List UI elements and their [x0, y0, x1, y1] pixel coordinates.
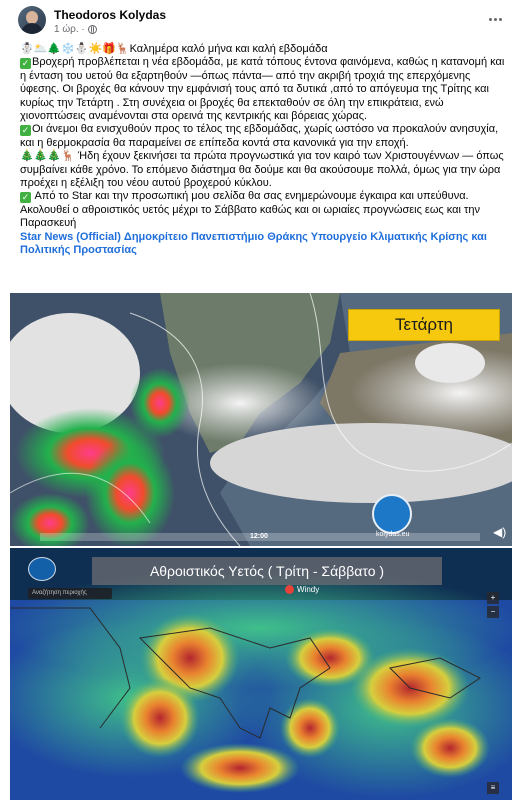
windy-icon	[285, 585, 294, 594]
post-text	[20, 43, 512, 258]
more-options-button[interactable]	[486, 12, 504, 26]
volume-icon[interactable]: ◀)	[493, 525, 507, 539]
precipitation-title: Αθροιστικός Υετός ( Τρίτη - Σάββατο )	[92, 557, 442, 585]
video-time: 12:00	[250, 533, 268, 540]
precipitation-map-graphic	[10, 548, 512, 800]
check-icon: ✓	[21, 125, 30, 136]
paragraph-2: ✓ Οι άνεμοι θα ενισχυθούν προς το τέλος της εβδομάδας, χωρίς ωστόσο να προκαλούν ανησυχία, και η θερμοκρασία θα παραμείνει σε επίπεδα κοντά στα κανονικά για την εποχή.	[20, 123, 499, 149]
forecast-map-image[interactable]	[10, 293, 512, 546]
location-search-input[interactable]: Αναζήτηση περιοχής	[28, 588, 112, 599]
post-header	[0, 0, 522, 38]
map-layers-button[interactable]: ≡	[487, 782, 499, 794]
check-icon: ✓	[21, 58, 30, 69]
tag-star-news[interactable]: Star News (Official)	[20, 230, 121, 243]
avatar[interactable]	[18, 6, 46, 34]
check-icon: ✓	[21, 192, 30, 203]
post-time[interactable]: 1 ώρ. ·	[54, 24, 85, 35]
map-zoom-in-button[interactable]: +	[487, 592, 499, 604]
paragraph-3: 🎄🎄🎄🦌 Ήδη έχουν ξεκινήσει τα πρώτα προγνωστικά για τον καιρό των Χριστουγέννων — όπως συμβαίνει κάθε χρόνο. Το επόμενο διάστημα θα δούμε και θα ακούσουμε πολλά, όμως για την ώρα προέχει η εξέλιξη του νέου αυτού βροχερού κύκλου.	[20, 150, 504, 190]
author-name[interactable]: Theodoros Kolydas	[54, 8, 167, 22]
christmas-tree-icons: 🎄🎄🎄🦌	[20, 150, 75, 163]
paragraph-1: ✓ Βροχερή προβλέπεται η νέα εβδομάδα, με κατά τόπους έντονα φαινόμενα, καθώς η κατανομή και η ένταση του υετού θα εξαρτηθούν —όπως πάντα— από την ακριβή τροχιά της επερχόμενης ύφεσης. Οι βροχές θα κάνουν την εμφάνισή τους από τα δυτικά ,από το απόγευμα της Τρίτης και κυρίως την Τετάρτη . Στη συνέχεια οι βροχές θα επεκταθούν σε όλη την επικράτεια, ενώ χιονοπτώσεις αναμένονται στα ορεινά της κεντρικής και βόρειας χώρας.	[20, 56, 505, 123]
post-meta	[54, 24, 97, 35]
globe-icon	[88, 25, 97, 34]
tag-duth[interactable]: Δημοκρίτειο Πανεπιστήμιο Θράκης	[123, 230, 308, 243]
map-zoom-out-button[interactable]: −	[487, 606, 499, 618]
kolydas-brand: kolydas.eu	[376, 531, 410, 538]
paragraph-4: ✓ Από το Star και την προσωπική μου σελίδα θα σας ενημερώνουμε έγκαιρα και υπεύθυνα. Ακολουθεί ο αθροιστικός υετός μέχρι το Σάββατο καθώς και οι ωριαίες προγνώσεις εως και την Παρασκευή	[20, 190, 480, 230]
precipitation-map-image[interactable]	[10, 548, 512, 800]
kolydas-small-logo	[28, 557, 56, 581]
day-label-badge: Τετάρτη	[348, 309, 500, 341]
greeting-line	[20, 43, 512, 56]
greeting-text: Καλημέρα καλό μήνα και καλή εβδομάδα	[129, 43, 328, 55]
kolydas-logo	[372, 494, 412, 534]
tag-ministry[interactable]: Υπουργείο Κλιματικής Κρίσης και Πολιτικής Προστασίας	[20, 230, 487, 257]
tags	[20, 231, 512, 258]
emoji-icons: ☃️🌥️🌲❄️⛄☀️🎁🦌	[20, 43, 130, 55]
windy-brand: Windy	[285, 585, 319, 594]
